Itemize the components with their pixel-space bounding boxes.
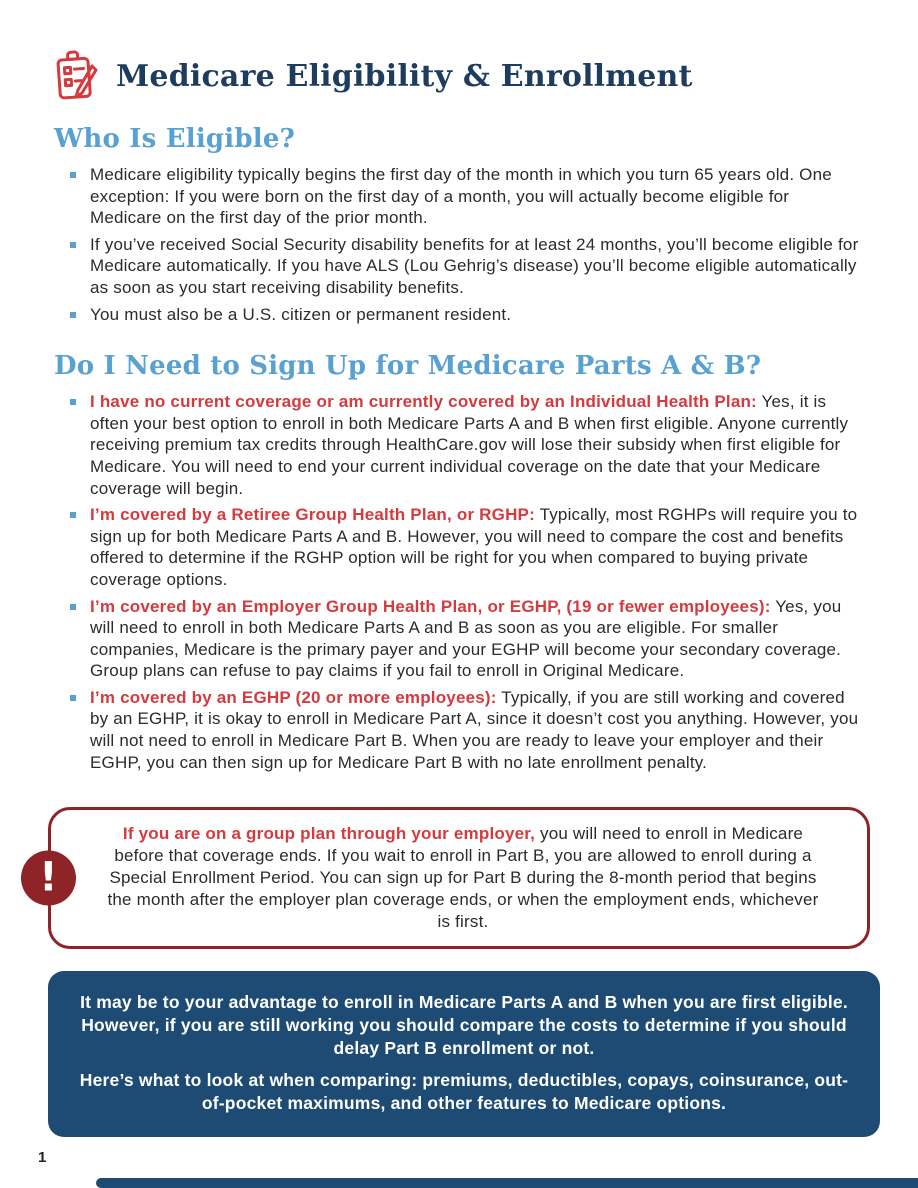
who-is-eligible-list [68, 164, 860, 325]
clipboard-checklist-icon [52, 50, 100, 102]
bullet-text: Typically, most RGHPs will require you to sign up for both Medicare Parts A and B. However, you will need to compare the cost and benefits offered to determine if the RGHP option will be right for you when compared to buying private coverage options. [90, 505, 858, 589]
list-item [68, 687, 860, 773]
alert-callout-box [39, 807, 870, 949]
list-item [68, 234, 860, 299]
info-box-paragraph: It may be to your advantage to enroll in Medicare Parts A and B when you are first eligible. However, if you are still working you should compare the costs to determine if you should delay Part B enrollment or not. [80, 992, 848, 1059]
bullet-text: Medicare eligibility typically begins the first day of the month in which you turn 65 years old. One exception: If you were born on the first day of a month, you will actually become eligible for Medicare on the first day of the prior month. [90, 165, 832, 228]
section-heading-sign-up: Do I Need to Sign Up for Medicare Parts A & B? [54, 351, 762, 382]
info-box-paragraph: Here’s what to look at when comparing: premiums, deductibles, copays, coinsurance, out-of-pocket maximums, and other features to Medicare options. [79, 1070, 849, 1114]
bullet-lead: I’m covered by an EGHP (20 or more employees): [90, 687, 497, 707]
bullet-text: Yes, it is often your best option to enroll in both Medicare Parts A and B when first eligible. Anyone currently receiving premium tax credits through HealthCare.gov will lose their subsidy when first eligible for Medicare. You will need to end your current individual coverage on the date that your Medicare coverage will begin. [90, 392, 849, 498]
callout-text: you will need to enroll in Medicare before that coverage ends. If you wait to enroll in Part B, you are allowed to enroll during a Special Enrollment Period. You can sign up for Part B during the 8-month period that begins the month after the employer plan coverage ends, or when the employment ends, whichever is first. [107, 824, 819, 932]
exclamation-glyph: ! [39, 854, 58, 901]
bullet-text: You must also be a U.S. citizen or permanent resident. [90, 304, 512, 324]
bullet-text: If you’ve received Social Security disability benefits for at least 24 months, you’ll become eligible for Medicare automatically. If you have ALS (Lou Gehrig’s disease) you’ll become eligible automatically as soon as you start receiving disability benefits. [90, 234, 859, 297]
page-title: Medicare Eligibility & Enrollment [116, 58, 693, 94]
section-heading-who-is-eligible: Who Is Eligible? [54, 124, 296, 154]
bullet-text: Yes, you will need to enroll in both Medicare Parts A and B as soon as you are eligible. For smaller companies, Medicare is the primary payer and your EGHP will become your secondary coverage. Group plans can refuse to pay claims if you fail to enroll in Original Medicare. [90, 596, 842, 681]
list-item [68, 304, 860, 326]
list-item [68, 164, 860, 229]
page-number: 1 [38, 1149, 47, 1166]
footer-accent-bar [96, 1178, 918, 1188]
list-item [68, 391, 860, 499]
bullet-lead: I’m covered by an Employer Group Health Plan, or EGHP, (19 or fewer employees): [90, 596, 771, 616]
bullet-text: Typically, if you are still working and covered by an EGHP, it is okay to enroll in Medicare Part A, since it doesn’t cost you anything. However, you will not need to enroll in Medicare Part B. When you are ready to leave your employer and their EGHP, you can then sign up for Medicare Part B with no late enrollment penalty. [90, 687, 859, 772]
bullet-lead: I’m covered by a Retiree Group Health Plan, or RGHP: [90, 505, 535, 525]
callout-lead: If you are on a group plan through your employer, [122, 824, 536, 844]
alert-exclamation-icon [21, 851, 76, 906]
sign-up-list [68, 391, 860, 773]
list-item [68, 504, 860, 590]
list-item [68, 596, 860, 682]
page-header [0, 0, 918, 102]
bullet-lead: I have no current coverage or am currently covered by an Individual Health Plan: [90, 392, 757, 412]
info-box [48, 971, 880, 1137]
